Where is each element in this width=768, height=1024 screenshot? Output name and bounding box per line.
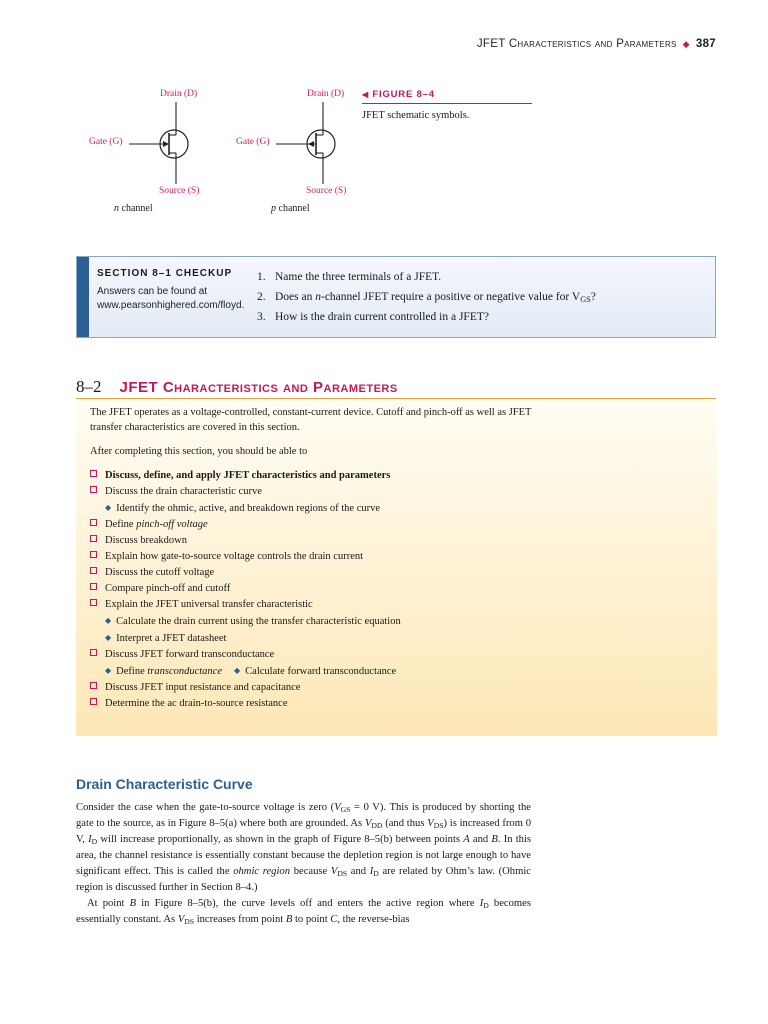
section-title: JFET Characteristics and Parameters [119, 379, 398, 396]
objective-item: Discuss the cutoff voltage [90, 565, 401, 581]
drain-label-p: Drain (D) [307, 89, 345, 99]
arrow-left-icon: ◀ [362, 90, 369, 99]
n-channel-label: n channel [114, 203, 153, 214]
objective-subitem: ◆ Define transconductance ◆ Calculate forward transconductance [105, 666, 397, 677]
checkbox-icon [90, 470, 97, 477]
paragraph-1: Consider the case when the gate-to-source voltage is zero ($V_{GS} = 0$ V). This is produced by shorting the gate to the source, as in Figure 8–5(a) where both are grounded. As $V_{DD}$ (and thus $V_{DS}$) is increased from 0 V, $I_D$ will increase proportionally, as shown in the graph of Figure 8–5(b) between points A and B. In this area, the channel resistance is essentially constant because the depletion region is not large enough to have significant effect. This is called the ohmic region because $V_{DS}$ and $I_D$ are related by Ohm’s law. (Ohmic region is discussed further in Section 8–4.) [76, 802, 532, 893]
diamond-bullet-icon: ◆ [105, 616, 112, 625]
figure-caption-text: JFET schematic symbols. [362, 110, 470, 121]
objectives-list [90, 468, 401, 712]
p-channel-jfet-symbol [271, 102, 351, 184]
checkup-question-2: 2. Does an n-channel JFET require a positive or negative value for $V_{GS}$? [257, 291, 596, 305]
paragraph-2: At point B in Figure 8–5(b), the curve levels off and enters the active region where $I_D$ becomes essentially constant. As $V_{DS}$ increases from point B to point C, the reverse-bias [76, 898, 531, 926]
objective-item: Define pinch-off voltage [90, 517, 401, 533]
objective-item: Discuss JFET input resistance and capacitance [90, 680, 401, 696]
body-text [76, 800, 531, 928]
running-head-title: JFET Characteristics and Parameters [476, 38, 677, 50]
objective-item: Discuss JFET forward transconductance [90, 647, 401, 663]
gate-label-p: Gate (G) [236, 137, 270, 147]
section-number: 8–2 [76, 377, 102, 396]
section-heading [76, 377, 398, 397]
subsection-heading: Drain Characteristic Curve [76, 776, 253, 792]
caption-rule [362, 103, 532, 104]
checkbox-icon [90, 567, 97, 574]
running-head [477, 38, 716, 50]
checkbox-icon [90, 649, 97, 656]
section-objectives-box [76, 400, 717, 736]
diamond-icon: ◆ [682, 39, 690, 49]
checkup-title: SECTION 8–1 CHECKUP [97, 268, 233, 279]
source-label-p: Source (S) [306, 186, 347, 196]
diamond-bullet-icon: ◆ [234, 666, 241, 675]
section-intro: The JFET operates as a voltage-controlled, constant-current device. Cutoff and pinch-off as well as JFET transfer characteristics are covered in this section. [90, 407, 532, 433]
checkbox-icon [90, 535, 97, 542]
objective-subitem: ◆ Calculate the drain current using the transfer characteristic equation [105, 616, 401, 627]
diamond-bullet-icon: ◆ [105, 633, 112, 642]
checkbox-icon [90, 698, 97, 705]
checkup-question-3: 3. How is the drain current controlled in a JFET? [257, 311, 489, 323]
checkbox-icon [90, 583, 97, 590]
objective-item: Explain how gate-to-source voltage controls the drain current [90, 549, 401, 565]
n-channel-jfet-symbol [124, 102, 204, 184]
figure-caption [362, 89, 532, 121]
objective-item: Determine the ac drain-to-source resistance [90, 696, 401, 712]
gate-label-n: Gate (G) [89, 137, 123, 147]
checkup-question-1: 1. Name the three terminals of a JFET. [257, 271, 442, 283]
checkbox-icon [90, 486, 97, 493]
objective-item: Compare pinch-off and cutoff [90, 581, 401, 597]
objective-item: Discuss breakdown [90, 533, 401, 549]
objective-subitem: ◆ Interpret a JFET datasheet [105, 633, 227, 644]
checkup-questions [257, 267, 596, 327]
drain-label-n: Drain (D) [160, 89, 198, 99]
objective-item: Discuss, define, and apply JFET characteristics and parameters [90, 468, 401, 484]
checkbox-icon [90, 551, 97, 558]
checkbox-icon [90, 599, 97, 606]
objective-subitem: ◆ Identify the ohmic, active, and breakdown regions of the curve [105, 503, 381, 514]
diamond-bullet-icon: ◆ [105, 503, 112, 512]
checkbox-icon [90, 682, 97, 689]
objective-item: Discuss the drain characteristic curve [90, 484, 401, 500]
section-rule [76, 398, 716, 399]
figure-title: ◀ FIGURE 8–4 [362, 89, 435, 100]
section-checkup-box [76, 256, 716, 338]
diamond-bullet-icon: ◆ [105, 666, 112, 675]
objective-item: Explain the JFET universal transfer characteristic [90, 597, 401, 613]
checkup-answers-note: Answers can be found at www.pearsonhighered.com/floyd. [97, 286, 245, 311]
checkbox-icon [90, 519, 97, 526]
p-channel-label: p channel [271, 203, 310, 214]
source-label-n: Source (S) [159, 186, 200, 196]
page-number: 387 [695, 38, 716, 50]
checkup-accent-bar [77, 257, 89, 337]
objectives-lead: After completing this section, you should be able to [90, 446, 308, 457]
